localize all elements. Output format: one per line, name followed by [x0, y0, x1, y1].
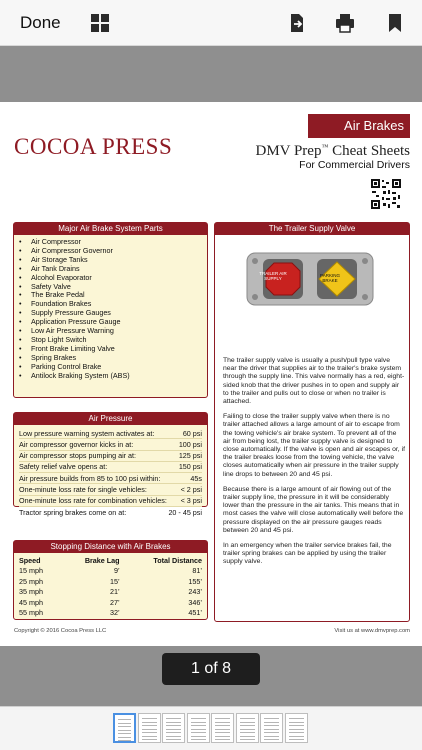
air-pressure-row: [19, 462, 202, 473]
thumbnail-line: [166, 725, 181, 726]
air-pressure-row: [19, 496, 202, 507]
parts-list-item: • Antilock Braking System (ABS): [19, 372, 202, 381]
viewer-background: [0, 46, 422, 102]
thumbnail-line: [142, 718, 157, 719]
thumbnail-line: [166, 722, 181, 723]
series-title: DMV Prep™ Cheat Sheets: [255, 143, 410, 159]
parts-panel: [13, 222, 208, 398]
stopping-distance-title: Stopping Distance with Air Brakes: [14, 541, 207, 553]
table-cell: 55 mph: [19, 608, 43, 618]
parts-list-item: • Stop Light Switch: [19, 336, 202, 345]
valve-paragraph: Because there is a large amount of air flowing out of the trailer supply line, the pressure in it will be considerably lower than the pressure in the air tanks. This means that in most cases the valve will close automatically well before the pressure displayed on the air pressure gauges reads between 20 and 45 psi.: [223, 485, 404, 534]
export-icon[interactable]: [286, 12, 308, 34]
series-subtitle: For Commercial Drivers: [299, 159, 410, 171]
thumbnail-line: [215, 729, 230, 730]
thumbnail-line: [264, 722, 279, 723]
air-pressure-label: Low pressure warning system activates at:: [19, 428, 155, 438]
air-pressure-row: [19, 507, 202, 517]
air-pressure-label: Air compressor stops pumping air at:: [19, 451, 137, 461]
thumbnail-line: [118, 723, 131, 724]
page-thumbnail[interactable]: [285, 713, 308, 743]
grid-icon[interactable]: [89, 12, 111, 34]
table-cell: 346’: [188, 597, 202, 607]
thumbnail-line: [264, 725, 279, 726]
stopping-header-cell: Brake Lag: [84, 556, 120, 565]
thumbnail-line: [191, 739, 206, 740]
table-row: [17, 587, 204, 598]
air-pressure-value: 20 - 45 psi: [168, 507, 202, 517]
document-page[interactable]: [0, 102, 422, 646]
thumbnail-line: [142, 729, 157, 730]
page-thumbnail[interactable]: [162, 713, 185, 743]
parking-brake-label: PARKING BRAKE: [320, 273, 340, 283]
parts-list-item: • Spring Brakes: [19, 354, 202, 363]
thumbnail-line: [142, 739, 157, 740]
thumbnail-line: [142, 736, 157, 737]
air-pressure-row: [19, 439, 202, 450]
website-link[interactable]: Visit us at www.dmvprep.com: [334, 628, 410, 634]
air-pressure-value: 125 psi: [178, 451, 202, 461]
thumbnail-line: [264, 729, 279, 730]
thumbnail-line: [118, 719, 131, 720]
thumbnail-line: [289, 729, 304, 730]
thumbnail-line: [118, 726, 131, 727]
thumbnail-line: [215, 722, 230, 723]
qr-code-icon: [370, 178, 402, 210]
air-pressure-label: Tractor spring brakes come on at:: [19, 507, 127, 517]
thumbnail-line: [166, 732, 181, 733]
viewer-background-bottom: [0, 646, 422, 706]
thumbnail-line: [118, 730, 131, 731]
trailer-valve-panel: [214, 222, 410, 622]
thumbnail-line: [166, 718, 181, 719]
thumbnail-line: [191, 722, 206, 723]
air-pressure-value: 100 psi: [178, 439, 202, 449]
thumbnail-strip: [0, 706, 422, 750]
parts-panel-title: Major Air Brake System Parts: [14, 223, 207, 235]
thumbnail-line: [289, 736, 304, 737]
table-row: [17, 577, 204, 588]
thumbnail-line: [215, 736, 230, 737]
page-thumbnail[interactable]: [236, 713, 259, 743]
table-cell: 21’: [109, 587, 120, 597]
stopping-header-cell: Total Distance: [153, 556, 202, 565]
thumbnail-line: [142, 722, 157, 723]
trailer-valve-title: The Trailer Supply Valve: [215, 223, 409, 235]
thumbnail-line: [240, 718, 255, 719]
page-thumbnail[interactable]: [260, 713, 283, 743]
table-row: [17, 566, 204, 577]
air-pressure-value: 150 psi: [178, 462, 202, 472]
table-cell: 243’: [188, 587, 202, 597]
parts-list-item: • Air Tank Drains: [19, 265, 202, 274]
parts-list-item: • Foundation Brakes: [19, 300, 202, 309]
top-toolbar: [0, 0, 422, 46]
table-cell: 15 mph: [19, 566, 43, 575]
thumbnail-line: [264, 739, 279, 740]
thumbnail-line: [264, 718, 279, 719]
air-pressure-label: One-minute loss rate for combination vehicles:: [19, 496, 167, 506]
air-pressure-label: Air pressure builds from 85 to 100 psi within:: [19, 473, 161, 483]
air-pressure-value: 60 psi: [182, 428, 202, 438]
thumbnail-line: [264, 736, 279, 737]
table-row: [17, 598, 204, 609]
thumbnail-line: [289, 722, 304, 723]
print-icon[interactable]: [334, 12, 356, 34]
thumbnail-line: [240, 729, 255, 730]
valve-paragraph: In an emergency when the trailer service brakes fail, the trailer spring brakes can be applied by using the trailer supply valve.: [223, 542, 392, 566]
thumbnail-line: [240, 732, 255, 733]
air-pressure-value: < 3 psi: [180, 496, 202, 506]
thumbnail-line: [118, 733, 131, 734]
air-pressure-value: < 2 psi: [180, 484, 202, 494]
thumbnail-line: [215, 739, 230, 740]
table-cell: 451’: [188, 608, 202, 618]
air-pressure-title: Air Pressure: [14, 413, 207, 425]
copyright-text: Copyright © 2016 Cocoa Press LLC: [14, 628, 107, 634]
thumbnail-line: [118, 740, 131, 741]
page-thumbnail[interactable]: [113, 713, 136, 743]
air-pressure-row: [19, 428, 202, 439]
parts-list-item: • Front Brake Limiting Valve: [19, 345, 202, 354]
trailer-valve-text: [223, 357, 405, 574]
trailer-air-supply-label: TRAILER AIR SUPPLY: [259, 271, 287, 281]
table-cell: 155’: [188, 576, 202, 586]
air-pressure-value: 45s: [190, 473, 202, 483]
thumbnail-line: [289, 732, 304, 733]
table-cell: 9’: [113, 566, 120, 575]
thumbnail-line: [166, 739, 181, 740]
page-thumbnail[interactable]: [187, 713, 210, 743]
parts-list-item: • Air Compressor: [19, 238, 202, 247]
page-indicator: 1 of 8: [162, 653, 260, 685]
table-cell: 25 mph: [19, 576, 43, 586]
table-cell: 45 mph: [19, 597, 43, 607]
section-banner: Air Brakes: [308, 114, 410, 138]
parts-list-item: • Low Air Pressure Warning: [19, 327, 202, 336]
thumbnail-line: [240, 722, 255, 723]
thumbnail-line: [215, 732, 230, 733]
table-cell: 15’: [109, 576, 120, 586]
parts-list-item: • Safety Valve: [19, 283, 202, 292]
parts-list-item: • Parking Control Brake: [19, 363, 202, 372]
thumbnail-line: [166, 729, 181, 730]
bookmark-icon[interactable]: [384, 12, 406, 34]
table-cell: 35 mph: [19, 587, 43, 597]
air-pressure-label: One-minute loss rate for single vehicles:: [19, 484, 147, 494]
thumbnail-line: [142, 732, 157, 733]
air-pressure-row: [19, 451, 202, 462]
air-pressure-panel: [13, 412, 208, 517]
table-cell: 32’: [109, 608, 120, 618]
table-cell: 81’: [192, 566, 202, 575]
parts-list: [14, 235, 207, 384]
thumbnail-line: [166, 736, 181, 737]
thumbnail-line: [289, 739, 304, 740]
parts-list-item: • Air Storage Tanks: [19, 256, 202, 265]
thumbnail-line: [215, 725, 230, 726]
thumbnail-line: [191, 732, 206, 733]
parts-list-item: • Air Compressor Governor: [19, 247, 202, 256]
parts-list-item: • Application Pressure Gauge: [19, 318, 202, 327]
stopping-distance-table: [17, 555, 204, 619]
thumbnail-line: [289, 725, 304, 726]
valve-paragraph: The trailer supply valve is usually a push/pull type valve near the driver that supplies air to the trailer's brake system through the supply line. This valve normally has a red, eight-sided knob that the driver pushes in to open and supply air to the trailer and pulls out to close or when no trailer is attached.: [223, 357, 405, 406]
air-pressure-row: [19, 484, 202, 495]
air-pressure-label: Safety relief valve opens at:: [19, 462, 108, 472]
page-thumbnail[interactable]: [138, 713, 161, 743]
thumbnail-line: [191, 718, 206, 719]
air-pressure-list: [14, 425, 207, 520]
table-row: [17, 608, 204, 619]
thumbnail-line: [191, 725, 206, 726]
thumbnail-line: [215, 718, 230, 719]
thumbnail-line: [289, 718, 304, 719]
air-pressure-row: [19, 473, 202, 484]
stopping-header-cell: Speed: [19, 556, 41, 565]
brand-logo: COCOA PRESS: [14, 134, 173, 159]
thumbnail-line: [240, 725, 255, 726]
thumbnail-line: [191, 729, 206, 730]
parts-list-item: • Supply Pressure Gauges: [19, 309, 202, 318]
thumbnail-line: [191, 736, 206, 737]
page-thumbnail[interactable]: [211, 713, 234, 743]
thumbnail-line: [142, 725, 157, 726]
thumbnail-line: [240, 739, 255, 740]
air-pressure-label: Air compressor governor kicks in at:: [19, 439, 134, 449]
table-cell: 27’: [109, 597, 120, 607]
parts-list-item: • Alcohol Evaporator: [19, 274, 202, 283]
thumbnail-line: [118, 737, 131, 738]
thumbnail-line: [264, 732, 279, 733]
done-button[interactable]: Done: [20, 13, 61, 32]
stopping-distance-panel: [13, 540, 208, 620]
thumbnail-line: [240, 736, 255, 737]
valve-paragraph: Failing to close the trailer supply valve when there is no trailer attached allows a large amount of air to escape from the towing vehicle's air brake system. To prevent all of the air from being lost, the trailer supply valve is designed to close automatically. If the valve is open and air escapes or, if the trailer breaks loose from the towing vehicle, the valve closes automatically when air pressure in the trailer supply line drops to between 20 and 45 psi.: [223, 413, 405, 478]
parts-list-item: • The Brake Pedal: [19, 291, 202, 300]
